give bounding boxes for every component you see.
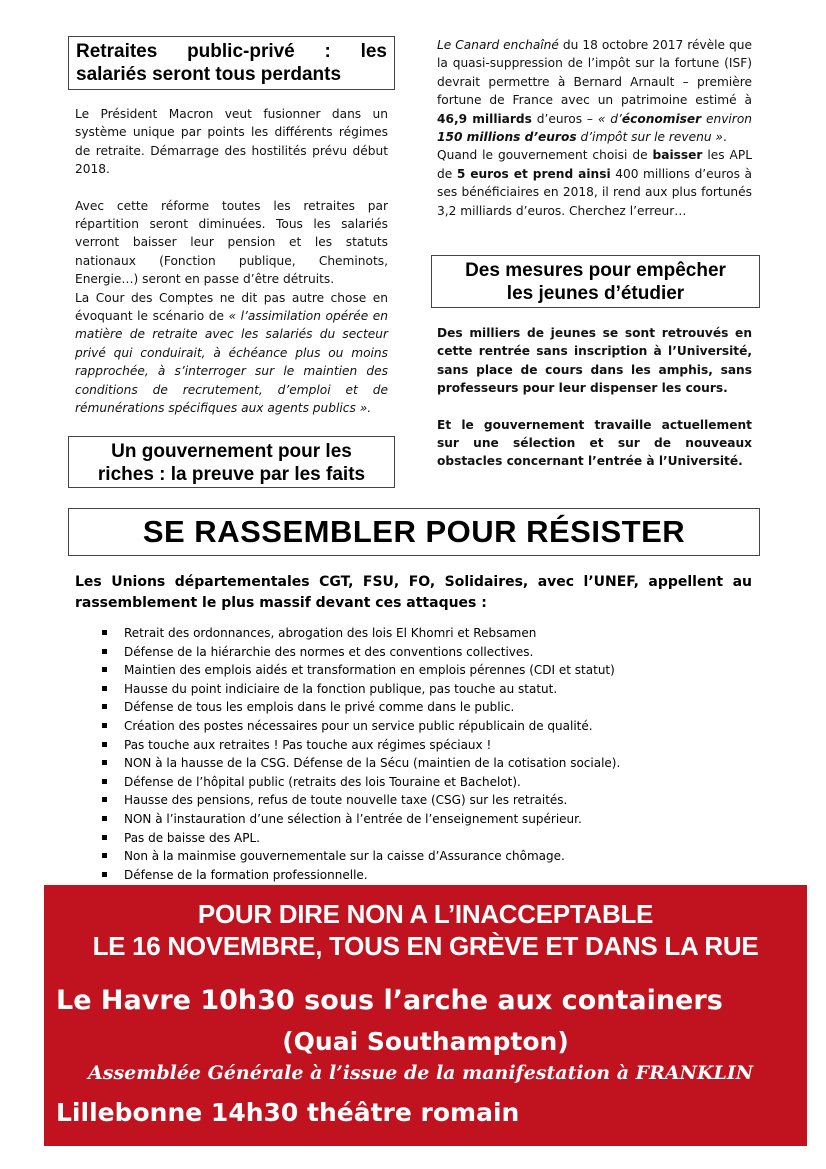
lillebonne-location: Lillebonne 14h30 théâtre romain (56, 1098, 520, 1127)
heading-jeunes-line1: Des mesures pour empêcher (465, 260, 726, 281)
retraites-paragraph-3: La Cour des Comptes ne dit pas autre chose en évoquant le scénario de « l’assimilation opérée en matière de retraite avec les salariés du secteur privé qui conduirait, à échéance plus ou moins rapprochée, à s’interroger sur le maintien des conditions de recrutement, d’emploi et de rémunérations spécifiques aux agents publics ». (75, 290, 388, 416)
bullet-square-icon (102, 760, 107, 765)
bullet-square-icon (102, 704, 107, 709)
demand-item (102, 866, 620, 885)
demand-text: Défense de la hiérarchie des normes et des conventions collectives. (124, 644, 534, 659)
demand-text: Pas touche aux retraites ! Pas touche aux régimes spéciaux ! (124, 737, 492, 752)
heading-retraites (68, 36, 395, 90)
demands-list (102, 624, 620, 884)
demand-text: Défense de tous les emplois dans le privé comme dans le public. (124, 700, 515, 715)
left-column-text (75, 105, 388, 418)
demand-text: Pas de baisse des APL. (124, 830, 260, 845)
call-to-action-banner (44, 885, 807, 1146)
unions-intro: Les Unions départementales CGT, FSU, FO, Solidaires, avec l’UNEF, appellent au rassemblement le plus massif devant ces attaques : (75, 574, 752, 611)
demand-text: NON à l’instauration d’une sélection à l’entrée de l’enseignement supérieur. (124, 811, 582, 826)
demand-item (102, 698, 620, 717)
heading-jeunes-etudier (431, 255, 760, 308)
demand-text: Défense de l’hôpital public (retraits des lois Touraine et Bachelot). (124, 774, 521, 789)
demand-text: Défense de la formation professionnelle. (124, 867, 368, 882)
demand-text: Hausse des pensions, refus de toute nouvelle taxe (CSG) sur les retraités. (124, 793, 568, 808)
retraites-paragraph-2: Avec cette réforme toutes les retraites par répartition seront diminuées. Tous les salariés verront baisser leur pension et les statuts nationaux (Fonction publique, Cheminots, Energie…) seront en passe d’être détruits. (75, 198, 388, 287)
demand-text: Hausse du point indiciaire de la fonction publique, pas touche au statut. (124, 681, 558, 696)
demand-item (102, 717, 620, 736)
quai-location: (Quai Southampton) (282, 1027, 569, 1056)
assembly-note: Assemblée Générale à l’issue de la manifestation à FRANKLIN (88, 1062, 754, 1084)
bullet-square-icon (102, 797, 107, 802)
heading-gouvernement-line1: Un gouvernement pour les (111, 441, 352, 462)
bullet-square-icon (102, 667, 107, 672)
retraites-paragraph-1: Le Président Macron veut fusionner dans un système unique par points les différents régimes de retraite. Démarrage des hostilités prévu début 2018. (75, 107, 388, 177)
demand-item (102, 680, 620, 699)
demand-item (102, 643, 620, 662)
apl-paragraph: Quand le gouvernement choisi de baisser les APL de 5 euros et prend ainsi 400 millions d’euros à ses bénéficiaires en 2018, il rend aux plus fortunés 3,2 milliards d’euros. Cherchez l’erreur… (437, 148, 752, 218)
demand-item (102, 829, 620, 848)
canard-paragraph: Le Canard enchaîné du 18 octobre 2017 révèle que la quasi-suppression de l’impôt sur la fortune (ISF) devrait permettre à Bernard Arnault – première fortune de France avec un patrimoine estimé à 46,9 milliards d’euros – « d’économiser environ 150 millions d’euros d’impôt sur le revenu ». (437, 38, 752, 145)
demand-item (102, 847, 620, 866)
main-heading-text: SE RASSEMBLER POUR RÉSISTER (142, 514, 686, 549)
heading-retraites-line2: salariés seront tous perdants (76, 64, 342, 85)
bullet-square-icon (102, 872, 107, 877)
demand-item (102, 624, 620, 643)
jeunes-text (437, 324, 752, 471)
demand-item (102, 773, 620, 792)
right-column-text (437, 36, 752, 220)
havre-location: Le Havre 10h30 sous l’arche aux containers (56, 985, 723, 1016)
demand-text: Retrait des ordonnances, abrogation des lois El Khomri et Rebsamen (124, 626, 537, 640)
bullet-square-icon (102, 853, 107, 858)
bullet-square-icon (102, 723, 107, 728)
main-heading (68, 508, 760, 556)
demand-item (102, 791, 620, 810)
call-line-1: POUR DIRE NON A L’INACCEPTABLE (197, 899, 654, 929)
demand-text: Non à la mainmise gouvernementale sur la caisse d’Assurance chômage. (124, 849, 565, 864)
demand-text: NON à la hausse de la CSG. Défense de la Sécu (maintien de la cotisation sociale). (124, 756, 621, 771)
heading-gouvernement-line2: riches : la preuve par les faits (97, 464, 366, 485)
jeunes-paragraph-2: Et le gouvernement travaille actuellement sur une sélection et sur de nouveaux obstacles concernant l’entrée à l’Université. (437, 417, 752, 469)
bullet-square-icon (102, 630, 107, 635)
demand-item (102, 754, 620, 773)
demand-text: Maintien des emplois aidés et transformation en emplois pérennes (CDI et statut) (124, 663, 615, 678)
demand-item (102, 810, 620, 829)
heading-jeunes-line2: les jeunes d’étudier (506, 283, 685, 304)
demand-text: Création des postes nécessaires pour un service public républicain de qualité. (124, 718, 593, 733)
bullet-square-icon (102, 649, 107, 654)
heading-retraites-line1: Retraites public-privé : les (76, 41, 387, 62)
jeunes-paragraph-1: Des milliers de jeunes se sont retrouvés en cette rentrée sans inscription à l’Université, sans place de cours dans les amphis, sans professeurs pour leur dispenser les cours. (437, 326, 752, 396)
bullet-square-icon (102, 742, 107, 747)
bullet-square-icon (102, 816, 107, 821)
bullet-square-icon (102, 835, 107, 840)
bullet-square-icon (102, 779, 107, 784)
bullet-square-icon (102, 686, 107, 691)
heading-gouvernement-riches (68, 436, 395, 488)
demand-item (102, 736, 620, 755)
call-line-2: LE 16 NOVEMBRE, TOUS EN GRÈVE ET DANS LA RUE (92, 931, 759, 961)
demand-item (102, 661, 620, 680)
